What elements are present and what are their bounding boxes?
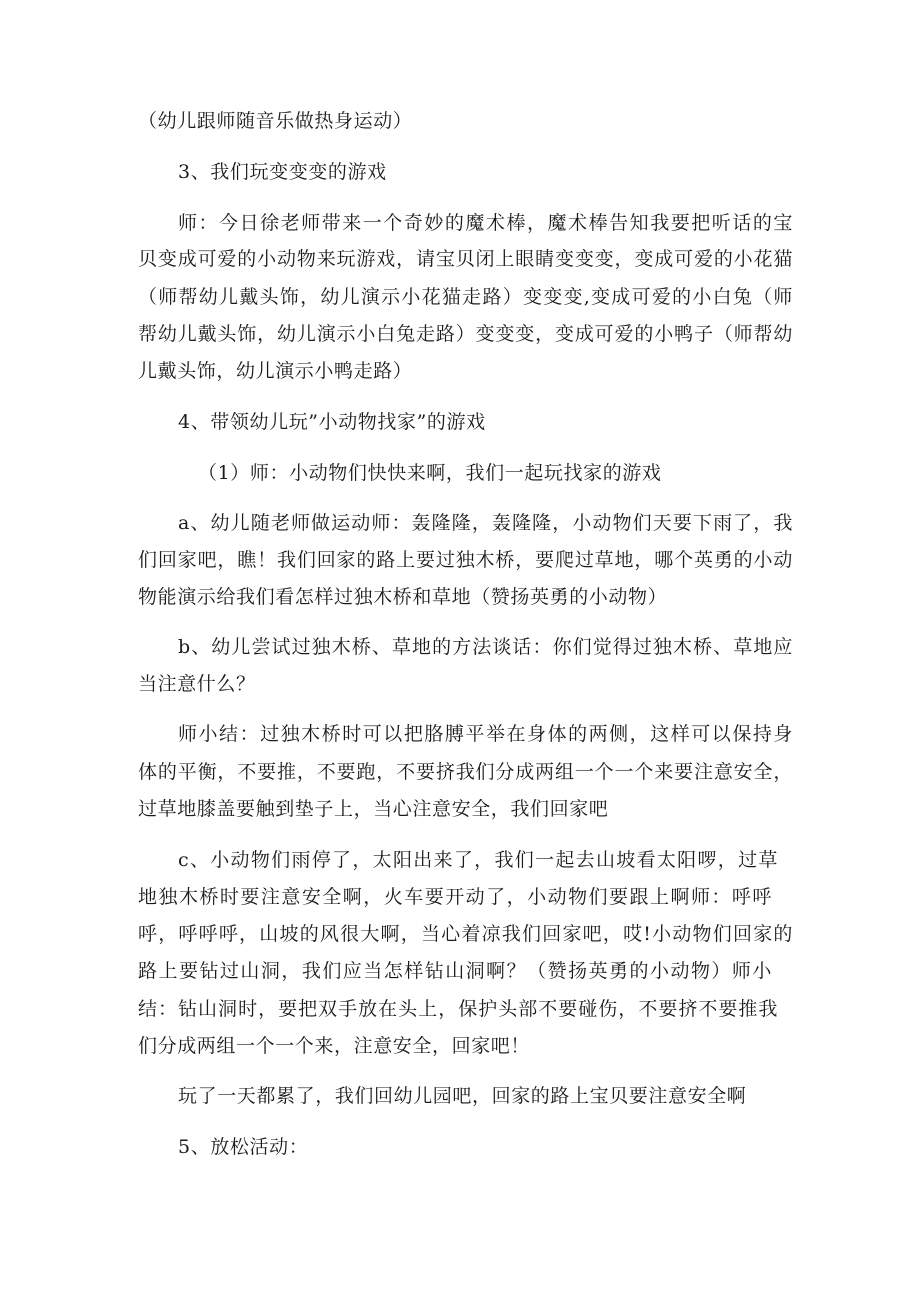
- heading-step-5: 5、放松活动：: [178, 1136, 309, 1158]
- text-line: 过草地膝盖要触到垫子上，当心注意安全，我们回家吧: [138, 798, 609, 820]
- text-line: 师：今日徐老师带来一个奇妙的魔术棒，魔术棒告知我要把听话的宝: [178, 212, 793, 234]
- text-line: 贝变成可爱的小动物来玩游戏，请宝贝闭上眼睛变变变，变成可爱的小花猫: [138, 248, 793, 270]
- text-line: 们分成两组一个一个来，注意安全，回家吧！: [138, 1035, 531, 1057]
- text-line: 儿戴头饰，幼儿演示小鸭走路）: [138, 360, 413, 382]
- text-line: 体的平衡，不要推，不要跑，不要挤我们分成两组一个一个来要注意安全，: [138, 761, 793, 783]
- text-line: c、小动物们雨停了，太阳出来了，我们一起去山坡看太阳啰，过草: [178, 849, 778, 871]
- text-line: 物能演示给我们看怎样过独木桥和草地（赞扬英勇的小动物）: [138, 586, 668, 608]
- text-line: 呼，呼呼呼，山坡的风很大啊，当心着凉我们回家吧，哎!小动物们回家的: [138, 923, 793, 945]
- text-line: 结：钻山洞时，要把双手放在头上，保护头部不要碰伤，不要挤不要推我: [138, 998, 778, 1020]
- text-line: 们回家吧，瞧！我们回家的路上要过独木桥，要爬过草地，哪个英勇的小动: [138, 549, 793, 571]
- text-line: 当注意什么？: [138, 673, 256, 695]
- text-line: 帮幼儿戴头饰，幼儿演示小白兔走路）变变变，变成可爱的小鸭子（师帮幼: [138, 323, 793, 345]
- text-line: 路上要钻过山洞，我们应当怎样钻山洞啊？（赞扬英勇的小动物）师小: [138, 960, 772, 982]
- text-line: 师小结：过独木桥时可以把胳膊平举在身体的两侧，这样可以保持身: [178, 723, 793, 745]
- text-line: （1）师：小动物们快快来啊，我们一起玩找家的游戏: [198, 462, 662, 484]
- text-line: （幼儿跟师随音乐做热身运动）: [138, 110, 413, 132]
- text-line: 玩了一天都累了，我们回幼儿园吧，回家的路上宝贝要注意安全啊: [178, 1085, 747, 1107]
- heading-step-3: 3、我们玩变变变的游戏: [178, 161, 387, 183]
- text-line: 地独木桥时要注意安全啊，火车要开动了，小动物们要跟上啊师：呼呼: [138, 886, 772, 908]
- text-line: a、幼儿随老师做运动师：轰隆隆，轰隆隆，小动物们天要下雨了，我: [178, 512, 793, 534]
- text-line: （师帮幼儿戴头饰，幼儿演示小花猫走路）变变变,变成可爱的小白兔（师: [138, 286, 793, 308]
- text-line: b、幼儿尝试过独木桥、草地的方法谈话：你们觉得过独木桥、草地应: [178, 636, 793, 658]
- heading-step-4: 4、带领幼儿玩”小动物找家”的游戏: [178, 411, 486, 433]
